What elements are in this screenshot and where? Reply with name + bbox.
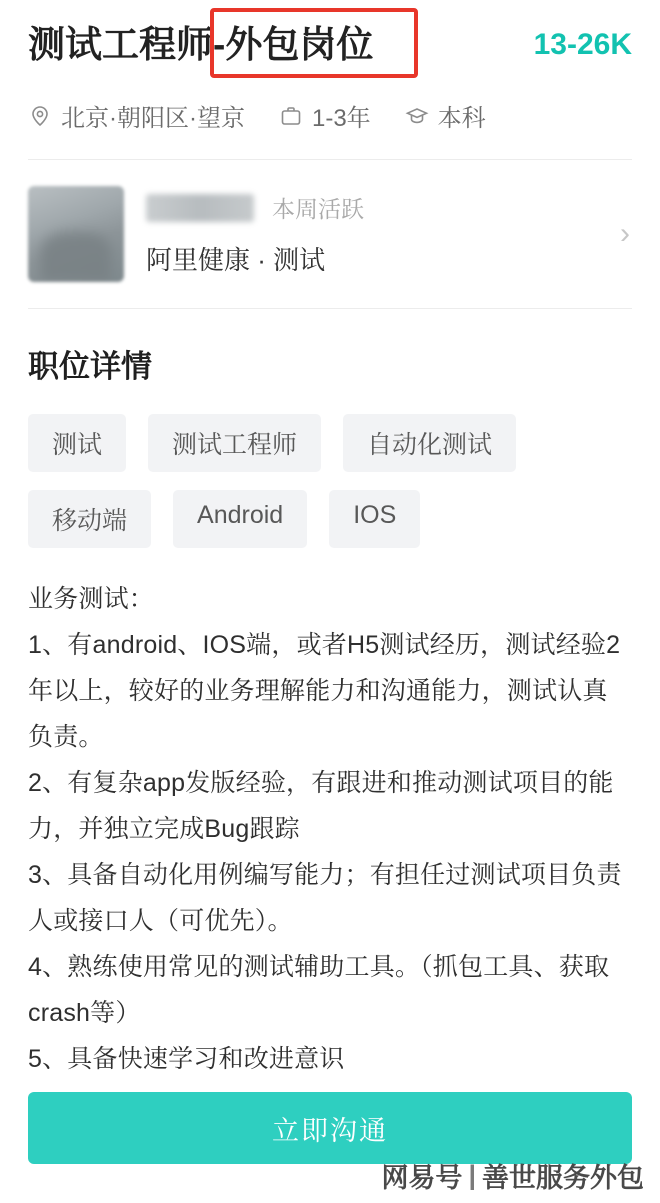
description-paragraph: 1、有android、IOS端，或者H5测试经历，测试经验2年以上，较好的业务理解能力和沟通能力，测试认真负责。 [28,631,621,751]
title-wrap [28,18,373,72]
company-row[interactable] [0,160,660,308]
watermark-left: 网易号 [381,1163,463,1193]
meta-experience [279,98,371,133]
hr-name [146,194,254,222]
meta-education-label: 本科 [437,105,486,132]
page-title: 测试工程师-外包岗位 [28,24,374,65]
meta-experience-label: 1-3年 [311,105,371,132]
job-detail-section [0,309,660,1082]
avatar [28,186,124,282]
tag-item: 测试工程师 [148,414,321,472]
watermark-right: 善世服务外包 [482,1163,644,1193]
description-paragraph: 4、熟练使用常见的测试辅助工具。（抓包工具、获取crash等） [28,953,610,1027]
meta-location [28,98,245,133]
tag-item: 测试 [28,414,126,472]
description-paragraph: 3、具备自动化用例编写能力；有担任过测试项目负责人或接口人（可优先）。 [28,861,622,935]
chat-now-button[interactable]: 立即沟通 [28,1092,632,1164]
company-name: 阿里健康 · 测试 [146,245,326,275]
job-header [0,0,660,133]
watermark [381,1156,644,1195]
meta-education [405,98,486,133]
tag-item: Android [173,490,307,548]
description-paragraph: 业务测试： [28,585,155,613]
description-paragraph: 2、有复杂app发版经验，有跟进和推动测试项目的能力，并独立完成Bug跟踪 [28,769,614,843]
job-meta-row [28,98,632,133]
tag-item: 自动化测试 [343,414,516,472]
title-row [28,18,632,72]
briefcase-icon [279,104,303,128]
watermark-separator: | [468,1160,476,1190]
tag-list [28,414,632,548]
location-icon [28,104,52,128]
tag-item: IOS [329,490,420,548]
salary-text: 13-26K [533,28,632,61]
job-description [28,576,632,1082]
meta-location-label: 北京·朝阳区·望京 [61,105,245,132]
tag-item: 移动端 [28,490,151,548]
chevron-right-icon[interactable]: › [620,217,630,250]
section-title: 职位详情 [28,349,152,384]
hr-status-badge: 本周活跃 [272,196,364,222]
description-paragraph: 5、具备快速学习和改进意识 [28,1045,345,1073]
hr-line [146,191,598,224]
graduation-cap-icon [405,104,429,128]
company-info [146,191,598,277]
